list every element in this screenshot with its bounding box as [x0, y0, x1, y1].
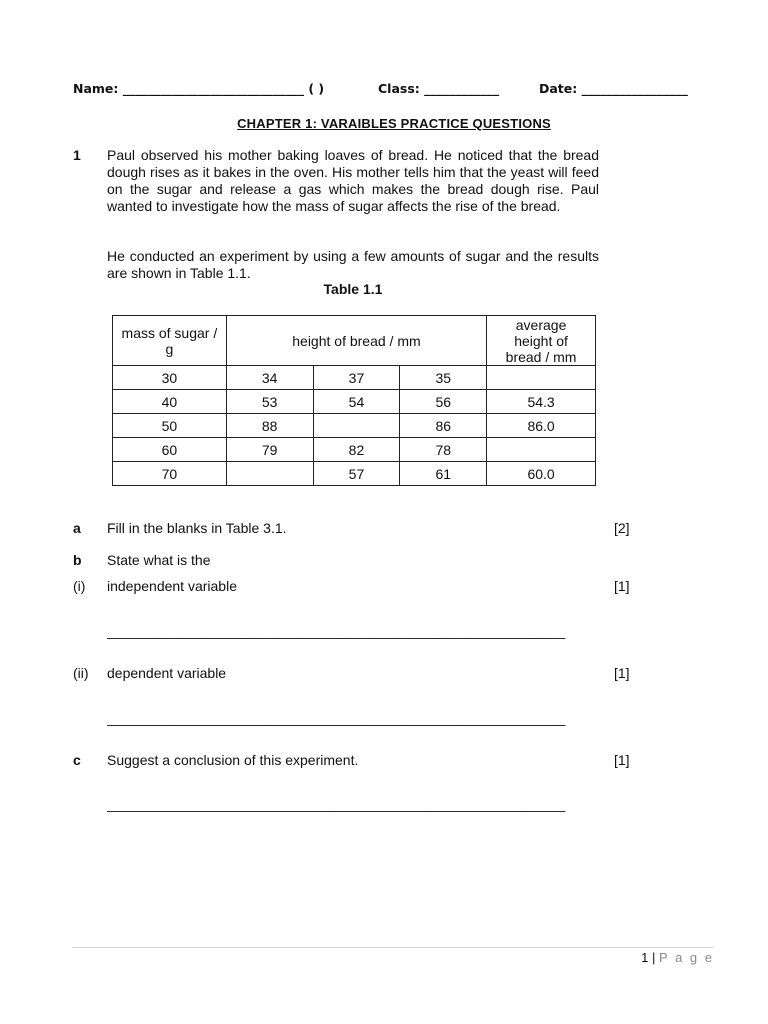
table-row [113, 390, 596, 414]
part-bii-marks: [1] [614, 665, 630, 681]
table-cell: 54.3 [487, 390, 596, 414]
name-field: Name: _____________________________ ( ) [73, 81, 325, 96]
table-cell: 60 [113, 438, 227, 462]
class-field: Class: ____________ [378, 81, 500, 96]
table-cell: 37 [313, 366, 400, 390]
page-footer [560, 950, 714, 965]
table-cell: 70 [113, 462, 227, 486]
table-cell: 88 [226, 414, 313, 438]
part-a-label: a [73, 520, 81, 536]
part-c-text: Suggest a conclusion of this experiment. [107, 752, 359, 768]
part-a-text: Fill in the blanks in Table 3.1. [107, 520, 287, 536]
part-c-label: c [73, 752, 81, 768]
header-average-height: average height of bread / mm [487, 316, 596, 366]
question-experiment-paragraph: He conducted an experiment by using a few amounts of sugar and the results are shown in Table 1.1. [107, 248, 599, 281]
table-row [113, 366, 596, 390]
part-bi-label: (i) [73, 578, 86, 594]
table-cell: 56 [400, 390, 487, 414]
page-title: CHAPTER 1: VARAIBLES PRACTICE QUESTIONS [237, 116, 551, 131]
part-bii-label: (ii) [73, 665, 89, 681]
table-cell [313, 414, 400, 438]
table-cell: 78 [400, 438, 487, 462]
date-field: Date: _________________ [539, 81, 688, 96]
part-bi-text: independent variable [107, 578, 237, 594]
table-cell: 82 [313, 438, 400, 462]
part-bi-marks: [1] [614, 578, 630, 594]
part-b-label: b [73, 552, 82, 568]
header-mass-of-sugar: mass of sugar / g [113, 316, 227, 366]
table-cell [487, 366, 596, 390]
table-cell: 57 [313, 462, 400, 486]
answer-line-bii[interactable]: ______________________________________________________________ [107, 710, 565, 726]
table-cell: 30 [113, 366, 227, 390]
table-row [113, 414, 596, 438]
question-number: 1 [73, 147, 81, 163]
header-height-of-bread: height of bread / mm [226, 316, 486, 366]
footer-divider [72, 947, 714, 948]
answer-line-bi[interactable]: ______________________________________________________________ [107, 623, 565, 639]
table-cell: 79 [226, 438, 313, 462]
table-header-row [113, 316, 596, 366]
table-cell: 40 [113, 390, 227, 414]
page-number: 1 [641, 950, 649, 965]
student-info-header [73, 81, 703, 101]
part-a-marks: [2] [614, 520, 630, 536]
table-cell: 61 [400, 462, 487, 486]
table-cell: 54 [313, 390, 400, 414]
table-cell [226, 462, 313, 486]
results-table [112, 315, 596, 486]
part-c-marks: [1] [614, 752, 630, 768]
table-cell: 86.0 [487, 414, 596, 438]
page-word: P a g e [659, 950, 714, 965]
table-cell: 35 [400, 366, 487, 390]
table-title: Table 1.1 [323, 281, 383, 297]
table-cell: 60.0 [487, 462, 596, 486]
question-intro-paragraph: Paul observed his mother baking loaves of bread. He noticed that the bread dough rises as it bakes in the oven. His mother tells him that the yeast will feed on the sugar and release a gas which makes the bread dough rise. Paul wanted to investigate how the mass of sugar affects the rise of the bread. [107, 147, 599, 214]
part-bii-text: dependent variable [107, 665, 227, 681]
part-b-text: State what is the [107, 552, 211, 568]
table-cell [487, 438, 596, 462]
table-row [113, 438, 596, 462]
table-cell: 53 [226, 390, 313, 414]
answer-line-c[interactable]: ______________________________________________________________ [107, 796, 565, 812]
table-row [113, 462, 596, 486]
table-cell: 86 [400, 414, 487, 438]
table-cell: 34 [226, 366, 313, 390]
footer-separator: | [652, 950, 656, 965]
table-cell: 50 [113, 414, 227, 438]
